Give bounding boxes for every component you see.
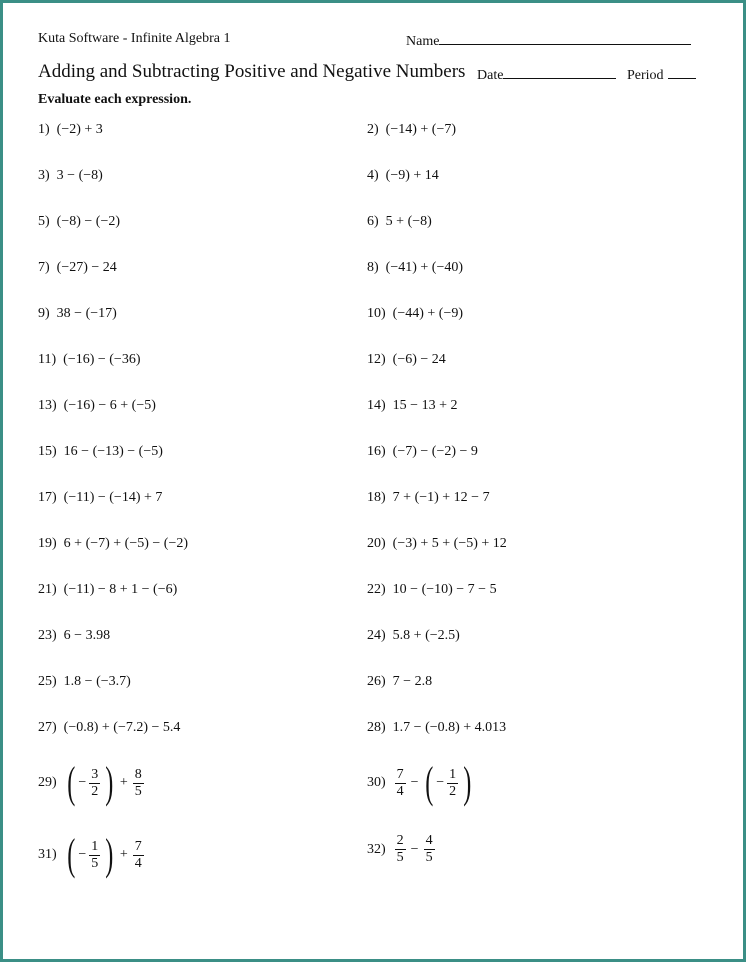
- right-paren: ): [105, 758, 114, 807]
- problem-expression: 1.7 − (−0.8) + 4.013: [392, 720, 507, 735]
- problem-expression: (−9) + 14: [385, 168, 439, 183]
- problem-expression: (−11) − 8 + 1 − (−6): [63, 582, 178, 597]
- fraction: [447, 767, 458, 800]
- denominator: 5: [134, 783, 142, 799]
- denominator: 4: [396, 783, 404, 799]
- problem-item: [367, 720, 506, 736]
- problem-item: [367, 306, 463, 322]
- problem-number: 16): [367, 444, 386, 459]
- problem-expression: (−16) − 6 + (−5): [63, 398, 156, 413]
- fraction: [89, 767, 100, 800]
- problem-item: [367, 260, 463, 276]
- date-line: [477, 65, 616, 84]
- problem-30: [367, 758, 475, 807]
- problem-number: 20): [367, 536, 386, 551]
- operator: −: [410, 841, 419, 857]
- problem-item: [38, 214, 120, 230]
- denominator: 2: [449, 783, 457, 799]
- problem-number: 22): [367, 582, 386, 597]
- numerator: 1: [449, 766, 457, 782]
- problem-number: 13): [38, 398, 57, 413]
- problem-number: 32): [367, 841, 386, 857]
- problem-item: [38, 582, 177, 598]
- numerator: 7: [134, 838, 142, 854]
- problem-item: [38, 444, 163, 460]
- fraction: [395, 767, 406, 800]
- problem-item: [367, 674, 432, 690]
- problem-expression: 5 + (−8): [385, 214, 432, 229]
- fraction: [89, 839, 100, 872]
- problem-number: 15): [38, 444, 57, 459]
- problem-item: [38, 536, 188, 552]
- denominator: 5: [91, 855, 99, 871]
- problem-31: [38, 830, 146, 879]
- left-paren: (: [66, 830, 76, 879]
- problem-expression: (−8) − (−2): [56, 214, 121, 229]
- problem-item: [38, 490, 162, 506]
- minus-sign: −: [78, 847, 87, 862]
- problem-number: 19): [38, 536, 57, 551]
- problem-item: [38, 306, 117, 322]
- problem-number: 17): [38, 490, 57, 505]
- problem-expression: 6 + (−7) + (−5) − (−2): [63, 536, 189, 551]
- problem-item: [367, 398, 457, 414]
- problem-number: 27): [38, 720, 57, 735]
- date-label: Date: [477, 68, 504, 83]
- problem-expression: (−3) + 5 + (−5) + 12: [392, 536, 507, 551]
- problem-expression: (−6) − 24: [392, 352, 446, 367]
- period-line: [627, 65, 696, 84]
- numerator: 1: [91, 838, 99, 854]
- problem-expression: 1.8 − (−3.7): [63, 674, 131, 689]
- problem-item: [367, 444, 478, 460]
- period-label: Period: [627, 68, 664, 83]
- problem-expression: 6 − 3.98: [63, 628, 111, 643]
- problem-number: 30): [367, 775, 386, 790]
- problem-number: 8): [367, 260, 379, 275]
- denominator: 4: [134, 855, 142, 871]
- operator: +: [119, 775, 128, 790]
- problem-number: 24): [367, 628, 386, 643]
- fraction: [133, 767, 144, 800]
- problem-expression: (−27) − 24: [56, 260, 117, 275]
- problem-expression: 5.8 + (−2.5): [392, 628, 460, 643]
- problem-expression: 3 − (−8): [56, 168, 103, 183]
- problem-number: 4): [367, 168, 379, 183]
- problem-item: [38, 168, 103, 184]
- problem-number: 2): [367, 122, 379, 137]
- problem-number: 18): [367, 490, 386, 505]
- problem-number: 6): [367, 214, 379, 229]
- problem-expression: 15 − 13 + 2: [392, 398, 458, 413]
- problem-number: 7): [38, 260, 50, 275]
- problem-number: 11): [38, 352, 57, 367]
- problem-item: [367, 536, 507, 552]
- problem-number: 29): [38, 775, 57, 790]
- problem-item: [367, 352, 446, 368]
- publisher-label: Kuta Software - Infinite Algebra 1: [38, 31, 231, 46]
- operator: −: [410, 775, 419, 790]
- numerator: 4: [425, 833, 433, 848]
- problem-number: 3): [38, 168, 50, 183]
- name-line: [406, 31, 691, 50]
- problem-expression: 7 − 2.8: [392, 674, 433, 689]
- problem-expression: 7 + (−1) + 12 − 7: [392, 490, 490, 505]
- period-blank: [668, 65, 696, 79]
- problem-29: [38, 758, 146, 807]
- problem-number: 1): [38, 122, 50, 137]
- date-blank: [503, 65, 616, 79]
- problem-number: 12): [367, 352, 386, 367]
- problem-item: [38, 720, 180, 736]
- problem-item: [38, 674, 131, 690]
- problem-expression: (−14) + (−7): [385, 122, 457, 137]
- numerator: 7: [396, 766, 404, 782]
- problem-item: [38, 398, 156, 414]
- fraction: [424, 833, 435, 866]
- problem-number: 25): [38, 674, 57, 689]
- problem-item: [367, 168, 439, 184]
- problem-expression: (−11) − (−14) + 7: [63, 490, 163, 505]
- problem-item: [38, 122, 103, 138]
- instructions: Evaluate each expression.: [38, 92, 192, 107]
- left-paren: (: [66, 758, 76, 807]
- problem-expression: 10 − (−10) − 7 − 5: [392, 582, 497, 597]
- denominator: 2: [91, 783, 99, 799]
- problem-item: [38, 352, 141, 368]
- name-label: Name: [406, 34, 440, 49]
- denominator: 5: [396, 850, 404, 865]
- page-title: Adding and Subtracting Positive and Negative Numbers: [38, 61, 466, 82]
- problem-number: 5): [38, 214, 50, 229]
- numerator: 3: [91, 766, 99, 782]
- fraction: [133, 839, 144, 872]
- problem-expression: (−0.8) + (−7.2) − 5.4: [63, 720, 181, 735]
- right-paren: ): [463, 758, 472, 807]
- right-paren: ): [105, 830, 114, 879]
- denominator: 5: [425, 850, 433, 865]
- problem-number: 10): [367, 306, 386, 321]
- problem-item: [367, 628, 460, 644]
- problem-expression: 16 − (−13) − (−5): [63, 444, 163, 459]
- problem-expression: 38 − (−17): [56, 306, 117, 321]
- numerator: 8: [134, 766, 142, 782]
- minus-sign: −: [78, 775, 87, 790]
- problem-number: 9): [38, 306, 50, 321]
- problem-number: 31): [38, 847, 57, 862]
- problem-expression: (−7) − (−2) − 9: [392, 444, 478, 459]
- numerator: 2: [396, 833, 404, 848]
- problem-expression: (−2) + 3: [56, 122, 103, 137]
- operator: +: [119, 847, 128, 862]
- problem-expression: (−44) + (−9): [392, 306, 464, 321]
- problem-number: 21): [38, 582, 57, 597]
- problem-expression: (−41) + (−40): [385, 260, 464, 275]
- fraction: [395, 833, 406, 866]
- problem-32: [367, 833, 437, 866]
- problem-item: [38, 628, 110, 644]
- name-blank: [439, 31, 691, 45]
- problem-number: 28): [367, 720, 386, 735]
- problem-number: 26): [367, 674, 386, 689]
- problem-item: [367, 122, 456, 138]
- problem-number: 23): [38, 628, 57, 643]
- left-paren: (: [424, 758, 433, 807]
- problem-item: [367, 490, 490, 506]
- problem-item: [367, 214, 432, 230]
- problem-expression: (−16) − (−36): [63, 352, 141, 367]
- problem-item: [367, 582, 497, 598]
- problem-number: 14): [367, 398, 386, 413]
- minus-sign: −: [436, 775, 445, 790]
- problem-item: [38, 260, 117, 276]
